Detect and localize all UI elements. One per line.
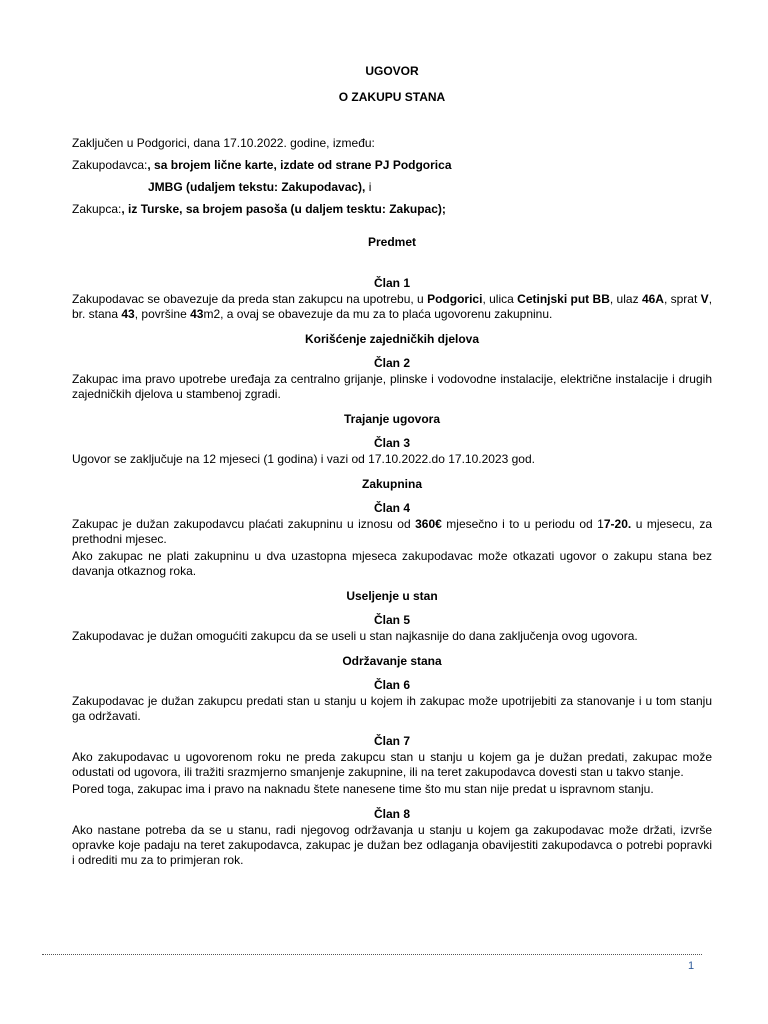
article-text-7-para-2: Pored toga, zakupac ima i pravo na naknadu štete nanesene time što mu stan nije predat u ispravnom stanju. (72, 782, 654, 796)
intro-line-3: JMBG (udaljem tekstu: Zakupodavac), i (148, 180, 372, 194)
section-title-6: Održavanje stana (342, 654, 442, 668)
footer-divider (42, 954, 702, 955)
intro-line-2: Zakupodavca:, sa brojem lične karte, izdate od strane PJ Podgorica (72, 158, 452, 172)
document-title: UGOVOR (365, 64, 419, 78)
section-title-2: Korišćenje zajedničkih djelova (304, 332, 480, 346)
article-heading-8: Član 8 (373, 807, 410, 821)
article-text-4-para-2: Ako zakupac ne plati zakupninu u dva uzastopna mjeseca zakupodavac može otkazati ugovor o zakupu stana bez davanja otkaznog roka. (72, 549, 712, 578)
article-text-2: Zakupac ima pravo upotrebe uređaja za centralno grijanje, plinske i vodovodne instalacije, električne instalacije i drugih zajedničkih djelova u stambenoj zgradi. (72, 372, 712, 401)
article-text-8: Ako nastane potreba da se u stanu, radi njegovog održavanja u stanju u kojem ga zakupodavac može držati, izvrše opravke koje padaju na teret zakupodavca, zakupac je dužan bez odlaganja obavijestiti zakupodavca o potrebi popravki i odrediti mu za to primjeran rok. (72, 823, 712, 867)
page-number: 1 (688, 960, 695, 972)
article-heading-5: Član 5 (373, 613, 410, 627)
article-heading-4: Član 4 (373, 501, 410, 515)
document-page (72, 62, 712, 868)
article-heading-6: Član 6 (373, 678, 410, 692)
section-title-predmet: Predmet (367, 235, 417, 249)
article-heading-1: Član 1 (373, 276, 410, 290)
intro-line-1: Zaključen u Podgorici, dana 17.10.2022. godine, između: (72, 136, 375, 150)
article-text-1: Zakupodavac se obavezuje da preda stan zakupcu na upotrebu, u Podgorici, ulica Cetinjski put BB, ulaz 46A, sprat V, br. stana 43, površine 43m2, a ovaj se obavezuje da mu za to plaća ugovorenu zakupninu. (72, 292, 713, 321)
article-text-5: Zakupodavac je dužan omogućiti zakupcu da se useli u stan najkasnije do dana zaključenja ovog ugovora. (72, 629, 638, 643)
article-text-3: Ugovor se zaključuje na 12 mjeseci (1 godina) i vazi od 17.10.2022.do 17.10.2023 god. (72, 452, 535, 466)
article-text-7: Ako zakupodavac u ugovorenom roku ne preda zakupcu stan u stanju u kojem ga je dužan predati, zakupac može odustati od ugovora, ili tražiti srazmjerno smanjenje zakupnine, ili na teret zakupodavca dovesti stan u takvo stanje. (72, 750, 712, 779)
section-title-3: Trajanje ugovora (343, 412, 441, 426)
article-heading-7: Član 7 (373, 734, 410, 748)
article-heading-3: Član 3 (373, 436, 410, 450)
document-subtitle: O ZAKUPU STANA (338, 90, 446, 104)
section-title-5: Useljenje u stan (346, 589, 438, 603)
article-text-6: Zakupodavac je dužan zakupcu predati stan u stanju u kojem ih zakupac može upotrijebiti za stanovanje i u tom stanju ga održavati. (72, 694, 712, 723)
intro-line-4: Zakupca:, iz Turske, sa brojem pasoša (u daljem tesktu: Zakupac); (72, 202, 446, 216)
article-heading-2: Član 2 (373, 356, 410, 370)
article-text-4: Zakupac je dužan zakupodavcu plaćati zakupninu u iznosu od 360€ mjesečno i to u periodu od 17-20. u mjesecu, za prethodni mjesec. (72, 517, 712, 546)
section-title-4: Zakupnina (361, 477, 422, 491)
